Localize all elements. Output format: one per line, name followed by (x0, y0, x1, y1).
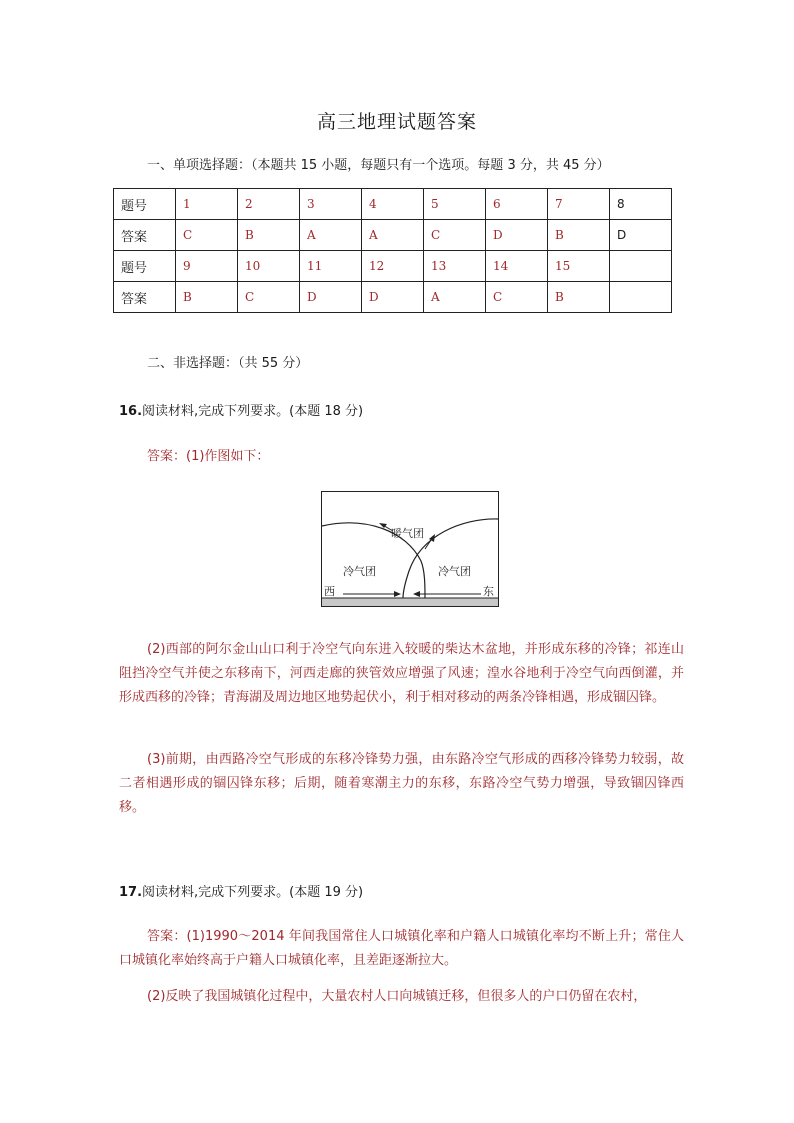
question-16-answer-2: (2)西部的阿尔金山山口利于冷空气向东进入较暖的柴达木盆地，并形成东移的冷锋；祁连山阻挡冷空气并使之东移南下，河西走廊的狭管效应增强了风速；湟水谷地利于冷空气向西倒灌，并形成西移的冷锋；青海湖及周边地区地势起伏小，利于相对移动的两条冷锋相遇，形成锢囚锋。 (119, 642, 684, 705)
question-16-answer-intro: 答案：(1)作图如下： (147, 449, 270, 464)
table-cell: A (300, 220, 362, 251)
table-cell: B (238, 220, 300, 251)
front-diagram (321, 491, 500, 607)
table-cell: 2 (238, 189, 300, 220)
question-17-answer-1: 答案：(1)1990～2014 年间我国常住人口城镇化率和户籍人口城镇化率均不断上升；常住人口城镇化率始终高于户籍人口城镇化率，且差距逐渐拉大。 (119, 929, 684, 968)
table-cell: 6 (486, 189, 548, 220)
table-cell: A (362, 220, 424, 251)
table-cell: C (486, 282, 548, 313)
label-warm-airmass: 暖气团 (391, 527, 424, 540)
table-row-header: 题号 (114, 251, 176, 282)
table-cell: 1 (176, 189, 238, 220)
table-cell: 4 (362, 189, 424, 220)
table-cell: D (300, 282, 362, 313)
section2-heading: 二、非选择题：（共 55 分） (147, 356, 309, 371)
table-cell: B (548, 282, 610, 313)
table-row (114, 282, 672, 313)
table-cell: B (176, 282, 238, 313)
question-17-text: 阅读材料,完成下列要求。(本题 19 分) (142, 885, 364, 900)
label-east: 东 (483, 585, 494, 598)
table-cell: 7 (548, 189, 610, 220)
table-row-header: 答案 (114, 282, 176, 313)
table-cell: 9 (176, 251, 238, 282)
table-cell: 15 (548, 251, 610, 282)
table-cell: C (424, 220, 486, 251)
table-cell: 11 (300, 251, 362, 282)
table-cell: D (486, 220, 548, 251)
table-cell: 13 (424, 251, 486, 282)
question-17-number: 17. (119, 885, 143, 900)
question-16-text: 阅读材料,完成下列要求。(本题 18 分) (142, 404, 364, 419)
table-cell: 5 (424, 189, 486, 220)
section1-heading: 一、单项选择题：（本题共 15 小题，每题只有一个选项。每题 3 分，共 45 分） (147, 158, 610, 173)
table-cell: 8 (610, 189, 672, 220)
question-16-number: 16. (119, 404, 143, 419)
ground-strip (322, 598, 498, 606)
page-title: 高三地理试题答案 (316, 111, 477, 133)
table-cell: 3 (300, 189, 362, 220)
table-cell: C (176, 220, 238, 251)
table-cell (610, 251, 672, 282)
table-cell: 10 (238, 251, 300, 282)
table-cell: D (610, 220, 672, 251)
table-cell: 12 (362, 251, 424, 282)
table-row (114, 220, 672, 251)
table-cell (610, 282, 672, 313)
table-cell: B (548, 220, 610, 251)
question-16-heading (119, 400, 363, 419)
table-cell: 14 (486, 251, 548, 282)
label-cold-right: 冷气团 (438, 565, 471, 578)
answer-table (113, 188, 672, 313)
table-row (114, 189, 672, 220)
label-west: 西 (324, 585, 335, 598)
label-cold-left: 冷气团 (343, 565, 376, 578)
table-row (114, 251, 672, 282)
table-cell: D (362, 282, 424, 313)
question-16-answer-3: (3)前期，由西路冷空气形成的东移冷锋势力强，由东路冷空气形成的西移冷锋势力较弱，故二者相遇形成的锢囚锋东移；后期，随着寒潮主力的东移，东路冷空气势力增强，导致锢囚锋西移。 (119, 752, 684, 815)
question-17-answer-2: (2)反映了我国城镇化过程中，大量农村人口向城镇迁移，但很多人的户口仍留在农村， (147, 989, 647, 1004)
table-row-header: 答案 (114, 220, 176, 251)
question-17-heading (119, 881, 363, 900)
table-cell: C (238, 282, 300, 313)
table-row-header: 题号 (114, 189, 176, 220)
table-cell: A (424, 282, 486, 313)
